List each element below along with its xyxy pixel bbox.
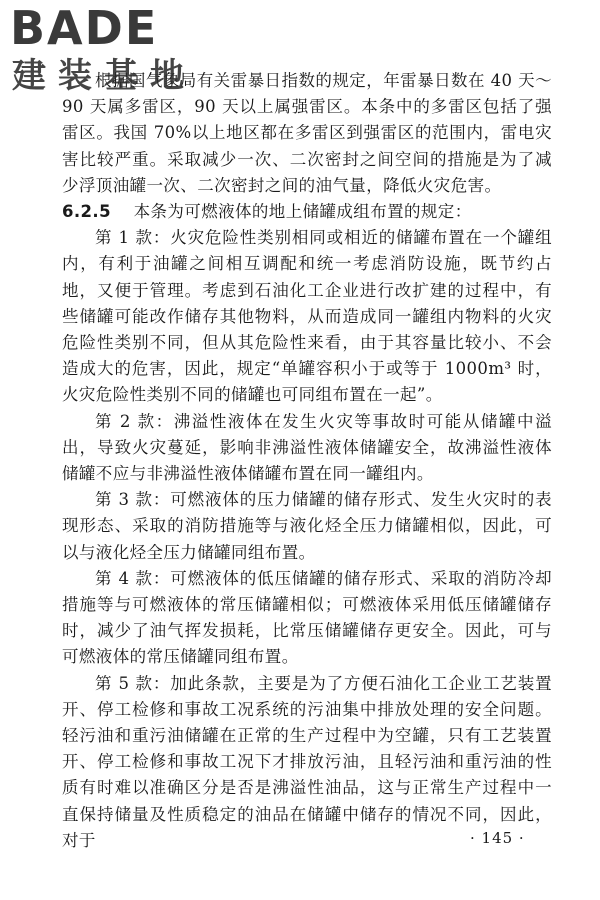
paragraph: 第 5 款：加此条款，主要是为了方便石油化工企业工艺装置开、停工检修和事故工况系统的污油集中排放处理的安全问题。轻污油和重污油储罐在正常的生产过程中为空罐，只有工艺装置开、停工检修和事故工况下才排放污油，且轻污油和重污油的性质有时难以准确区分是否是沸溢性油品，这与正常生产过程中一直保持储量及性质稳定的油品在储罐中储存的情况不同，因此，对于	[62, 673, 552, 850]
paragraph: 第 2 款：沸溢性液体在发生火灾等事故时可能从储罐中溢出，导致火灾蔓延，影响非沸溢性液体储罐安全，故沸溢性液体储罐不应与非沸溢性液体储罐布置在同一罐组内。	[62, 411, 552, 484]
body-text	[62, 68, 552, 854]
paragraph: 第 1 款：火灾危险性类别相同或相近的储罐布置在一个罐组内，有利于油罐之间相互调配和统一考虑消防设施，既节约占地，又便于管理。考虑到石油化工企业进行改扩建的过程中，有些储罐可能改作储存其他物料，从而造成同一罐组内物料的火灾危险性类别不同，但从其危险性来看，由于其容量比较小、不会造成大的危害，因此，规定“单罐容积小于或等于 1000m³ 时，火灾危险性类别不同的储罐也可同组布置在一起”。	[62, 228, 552, 405]
paragraph: 根据国气象局有关雷暴日指数的规定，年雷暴日数在 40 天～90 天属多雷区，90 天以上属强雷区。本条中的多雷区包括了强雷区。我国 70%以上地区都在多雷区到强雷区的范围内，雷电灾害比较严重。采取减少一次、二次密封之间空间的措施是为了减少浮顶油罐一次、二次密封之间的油气量，降低火灾危害。	[62, 71, 552, 195]
paragraph: 第 3 款：可燃液体的压力储罐的储存形式、发生火灾时的表现形态、采取的消防措施等与液化烃全压力储罐相似，因此，可以与液化烃全压力储罐同组布置。	[62, 490, 552, 562]
page-number: · 145 ·	[470, 829, 525, 847]
section-text: 本条为可燃液体的地上储罐成组布置的规定：	[133, 202, 472, 222]
watermark-logo	[2, 0, 222, 110]
logo-tagline: 建装基地	[12, 56, 196, 96]
section-heading	[62, 199, 552, 225]
logo-brand: BADE	[10, 1, 159, 55]
section-number: 6.2.5	[62, 202, 111, 222]
paragraph: 第 4 款：可燃液体的低压储罐的储存形式、采取的消防冷却措施等与可燃液体的常压储罐相似；可燃液体采用低压储罐储存时，减少了油气挥发损耗，比常压储罐储存更安全。因此，可与可燃液体的常压储罐同组布置。	[62, 568, 552, 667]
